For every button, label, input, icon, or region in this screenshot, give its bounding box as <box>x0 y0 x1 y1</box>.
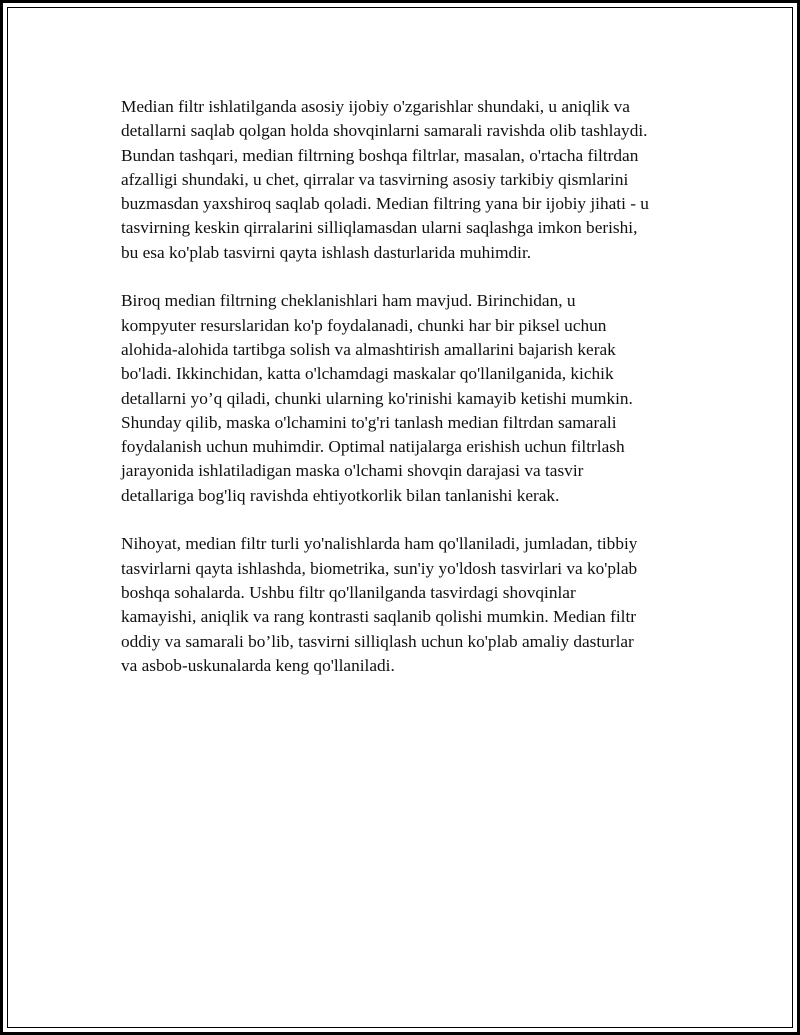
paragraph-1 <box>121 95 681 265</box>
text-line: kompyuter resurslaridan ko'p foydalanadi, chunki har bir piksel uchun <box>121 315 607 335</box>
paragraph-2 <box>121 289 681 508</box>
text-line: Bundan tashqari, median filtrning boshqa filtrlar, masalan, o'rtacha filtrdan <box>121 145 639 165</box>
text-line: afzalligi shundaki, u chet, qirralar va tasvirning asosiy tarkibiy qismlarini <box>121 169 629 189</box>
text-line: boshqa sohalarda. Ushbu filtr qo'llanilganda tasvirdagi shovqinlar <box>121 582 576 602</box>
text-line: detallarni saqlab qolgan holda shovqinlarni samarali ravishda olib tashlaydi. <box>121 121 648 141</box>
text-line: kamayishi, aniqlik va rang kontrasti saqlanib qolishi mumkin. Median filtr <box>121 607 636 627</box>
text-line: alohida-alohida tartibga solish va almashtirish amallarini bajarish kerak <box>121 339 616 359</box>
text-line: tasvirning keskin qirralarini silliqlamasdan ularni saqlashga imkon berishi, <box>121 218 638 238</box>
text-line: bo'ladi. Ikkinchidan, katta o'lchamdagi maskalar qo'llanilganida, kichik <box>121 364 614 384</box>
document-body <box>121 95 681 702</box>
text-line: foydalanish uchun muhimdir. Optimal natijalarga erishish uchun filtrlash <box>121 437 625 457</box>
text-line: oddiy va samarali bo’lib, tasvirni silliqlash uchun ko'plab amaliy dasturlar <box>121 631 634 651</box>
text-line: jarayonida ishlatiladigan maska o'lchami shovqin darajasi va tasvir <box>121 461 584 481</box>
text-line: Median filtr ishlatilganda asosiy ijobiy o'zgarishlar shundaki, u aniqlik va <box>121 97 630 116</box>
text-line: tasvirlarni qayta ishlashda, biometrika, sun'iy yo'ldosh tasvirlari va ko'plab <box>121 558 638 578</box>
text-line: detallarni yo’q qiladi, chunki ularning ko'rinishi kamayib ketishi mumkin. <box>121 388 633 408</box>
text-line: Biroq median filtrning cheklanishlari ham mavjud. Birinchidan, u <box>121 291 576 311</box>
text-line: buzmasdan yaxshiroq saqlab qoladi. Median filtring yana bir ijobiy jihati - u <box>121 194 649 214</box>
text-line: bu esa ko'plab tasvirni qayta ishlash dasturlarida muhimdir. <box>121 242 532 262</box>
text-line: Shunday qilib, maska o'lchamini to'g'ri tanlash median filtrdan samarali <box>121 412 617 432</box>
text-line: detallariga bog'liq ravishda ehtiyotkorlik bilan tanlanishi kerak. <box>121 485 560 505</box>
paragraph-3 <box>121 532 681 678</box>
text-line: Nihoyat, median filtr turli yo'nalishlarda ham qo'llaniladi, jumladan, tibbiy <box>121 534 638 554</box>
text-line: va asbob-uskunalarda keng qo'llaniladi. <box>121 655 395 675</box>
